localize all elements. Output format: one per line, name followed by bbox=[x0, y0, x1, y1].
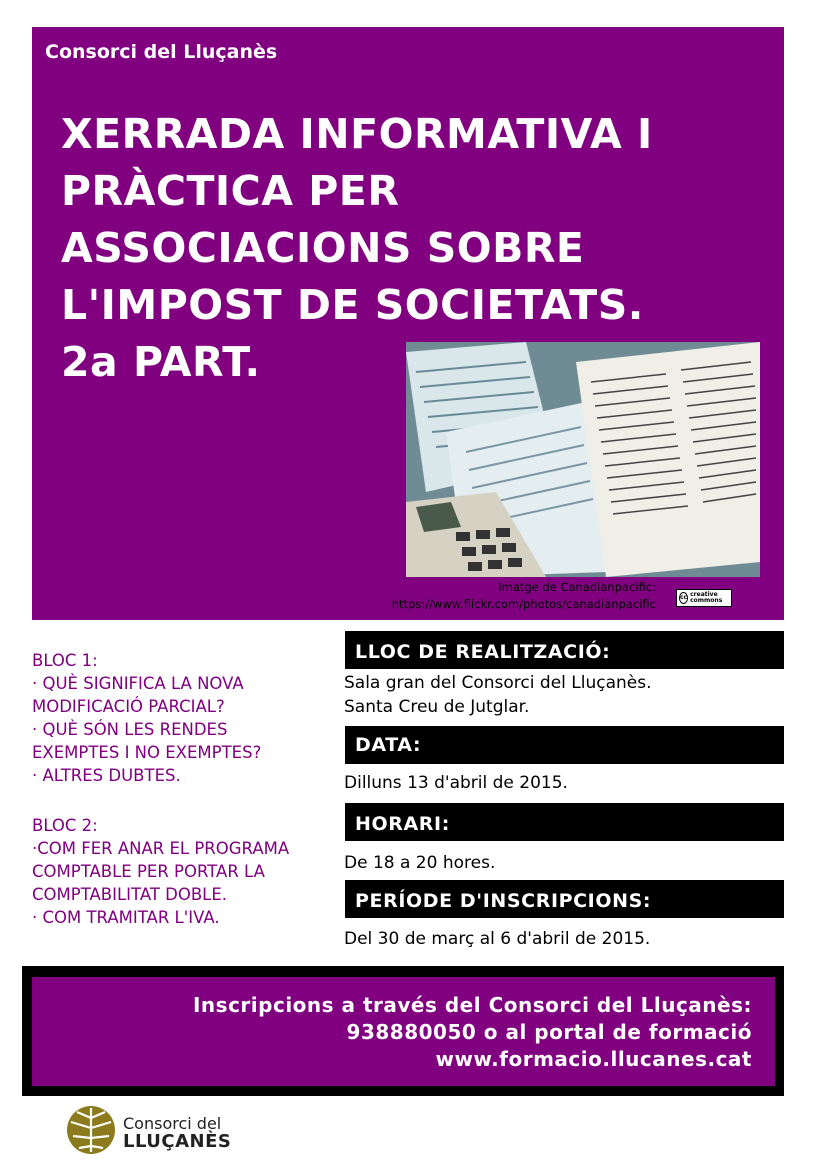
bloc-line: · COM TRAMITAR L'IVA. bbox=[32, 908, 220, 927]
photo-credit: Imatge de Canadianpacific: bbox=[498, 580, 656, 594]
lloc-line-2: Santa Creu de Jutglar. bbox=[344, 697, 530, 717]
bloc-2 bbox=[32, 814, 342, 929]
registration-url[interactable]: www.formacio.llucanes.cat bbox=[435, 1047, 752, 1071]
bloc-line: MODIFICACIÓ PARCIAL? bbox=[32, 697, 225, 716]
bloc-line: BLOC 2: bbox=[32, 816, 98, 835]
bloc-line: · QUÈ SÓN LES RENDES bbox=[32, 720, 228, 739]
consorci-logo-icon bbox=[65, 1104, 117, 1156]
title-line: XERRADA INFORMATIVA I bbox=[61, 110, 653, 158]
leaf-icon bbox=[65, 1104, 117, 1156]
photo-credit-url[interactable]: https://www.flickr.com/photos/canadianpacific bbox=[391, 597, 656, 611]
cc-icon: cc bbox=[679, 592, 688, 604]
bloc-line: EXEMPTES I NO EXEMPTES? bbox=[32, 743, 262, 762]
title-line: PRÀCTICA PER bbox=[61, 167, 400, 215]
bloc-line: BLOC 1: bbox=[32, 651, 98, 670]
bloc-1 bbox=[32, 649, 342, 787]
lloc-heading: LLOC DE REALITZACIÓ: bbox=[345, 631, 784, 669]
lloc-line-1: Sala gran del Consorci del Lluçanès. bbox=[344, 673, 652, 693]
logo-text-bottom: LLUÇANÈS bbox=[123, 1131, 232, 1152]
cc-badge-text: creative commons bbox=[690, 591, 723, 604]
data-value: Dilluns 13 d'abril de 2015. bbox=[344, 773, 568, 793]
tax-forms-photo bbox=[406, 342, 760, 577]
title-line: L'IMPOST DE SOCIETATS. bbox=[61, 281, 644, 329]
bloc-line: ·COM FER ANAR EL PROGRAMA bbox=[32, 839, 290, 858]
bloc-line: COMPTABLE PER PORTAR LA bbox=[32, 862, 265, 881]
periode-value: Del 30 de març al 6 d'abril de 2015. bbox=[344, 929, 651, 949]
title-line: 2a PART. bbox=[61, 338, 261, 386]
creative-commons-badge bbox=[676, 589, 732, 607]
horari-heading: HORARI: bbox=[345, 803, 784, 841]
bloc-line: · QUÈ SIGNIFICA LA NOVA bbox=[32, 674, 244, 693]
registration-line-1: Inscripcions a través del Consorci del Lluçanès: bbox=[192, 993, 752, 1017]
org-name: Consorci del Lluçanès bbox=[45, 41, 278, 63]
periode-heading: PERÍODE D'INSCRIPCIONS: bbox=[345, 880, 784, 918]
bloc-line: COMPTABILITAT DOBLE. bbox=[32, 885, 228, 904]
bloc-line: · ALTRES DUBTES. bbox=[32, 766, 181, 785]
title-line: ASSOCIACIONS SOBRE bbox=[61, 224, 585, 272]
horari-value: De 18 a 20 hores. bbox=[344, 853, 496, 873]
data-heading: DATA: bbox=[345, 726, 784, 764]
registration-phone: 938880050 o al portal de formació bbox=[346, 1020, 752, 1044]
logo-text-top: Consorci del bbox=[123, 1114, 222, 1133]
photo-illustration bbox=[406, 342, 760, 577]
